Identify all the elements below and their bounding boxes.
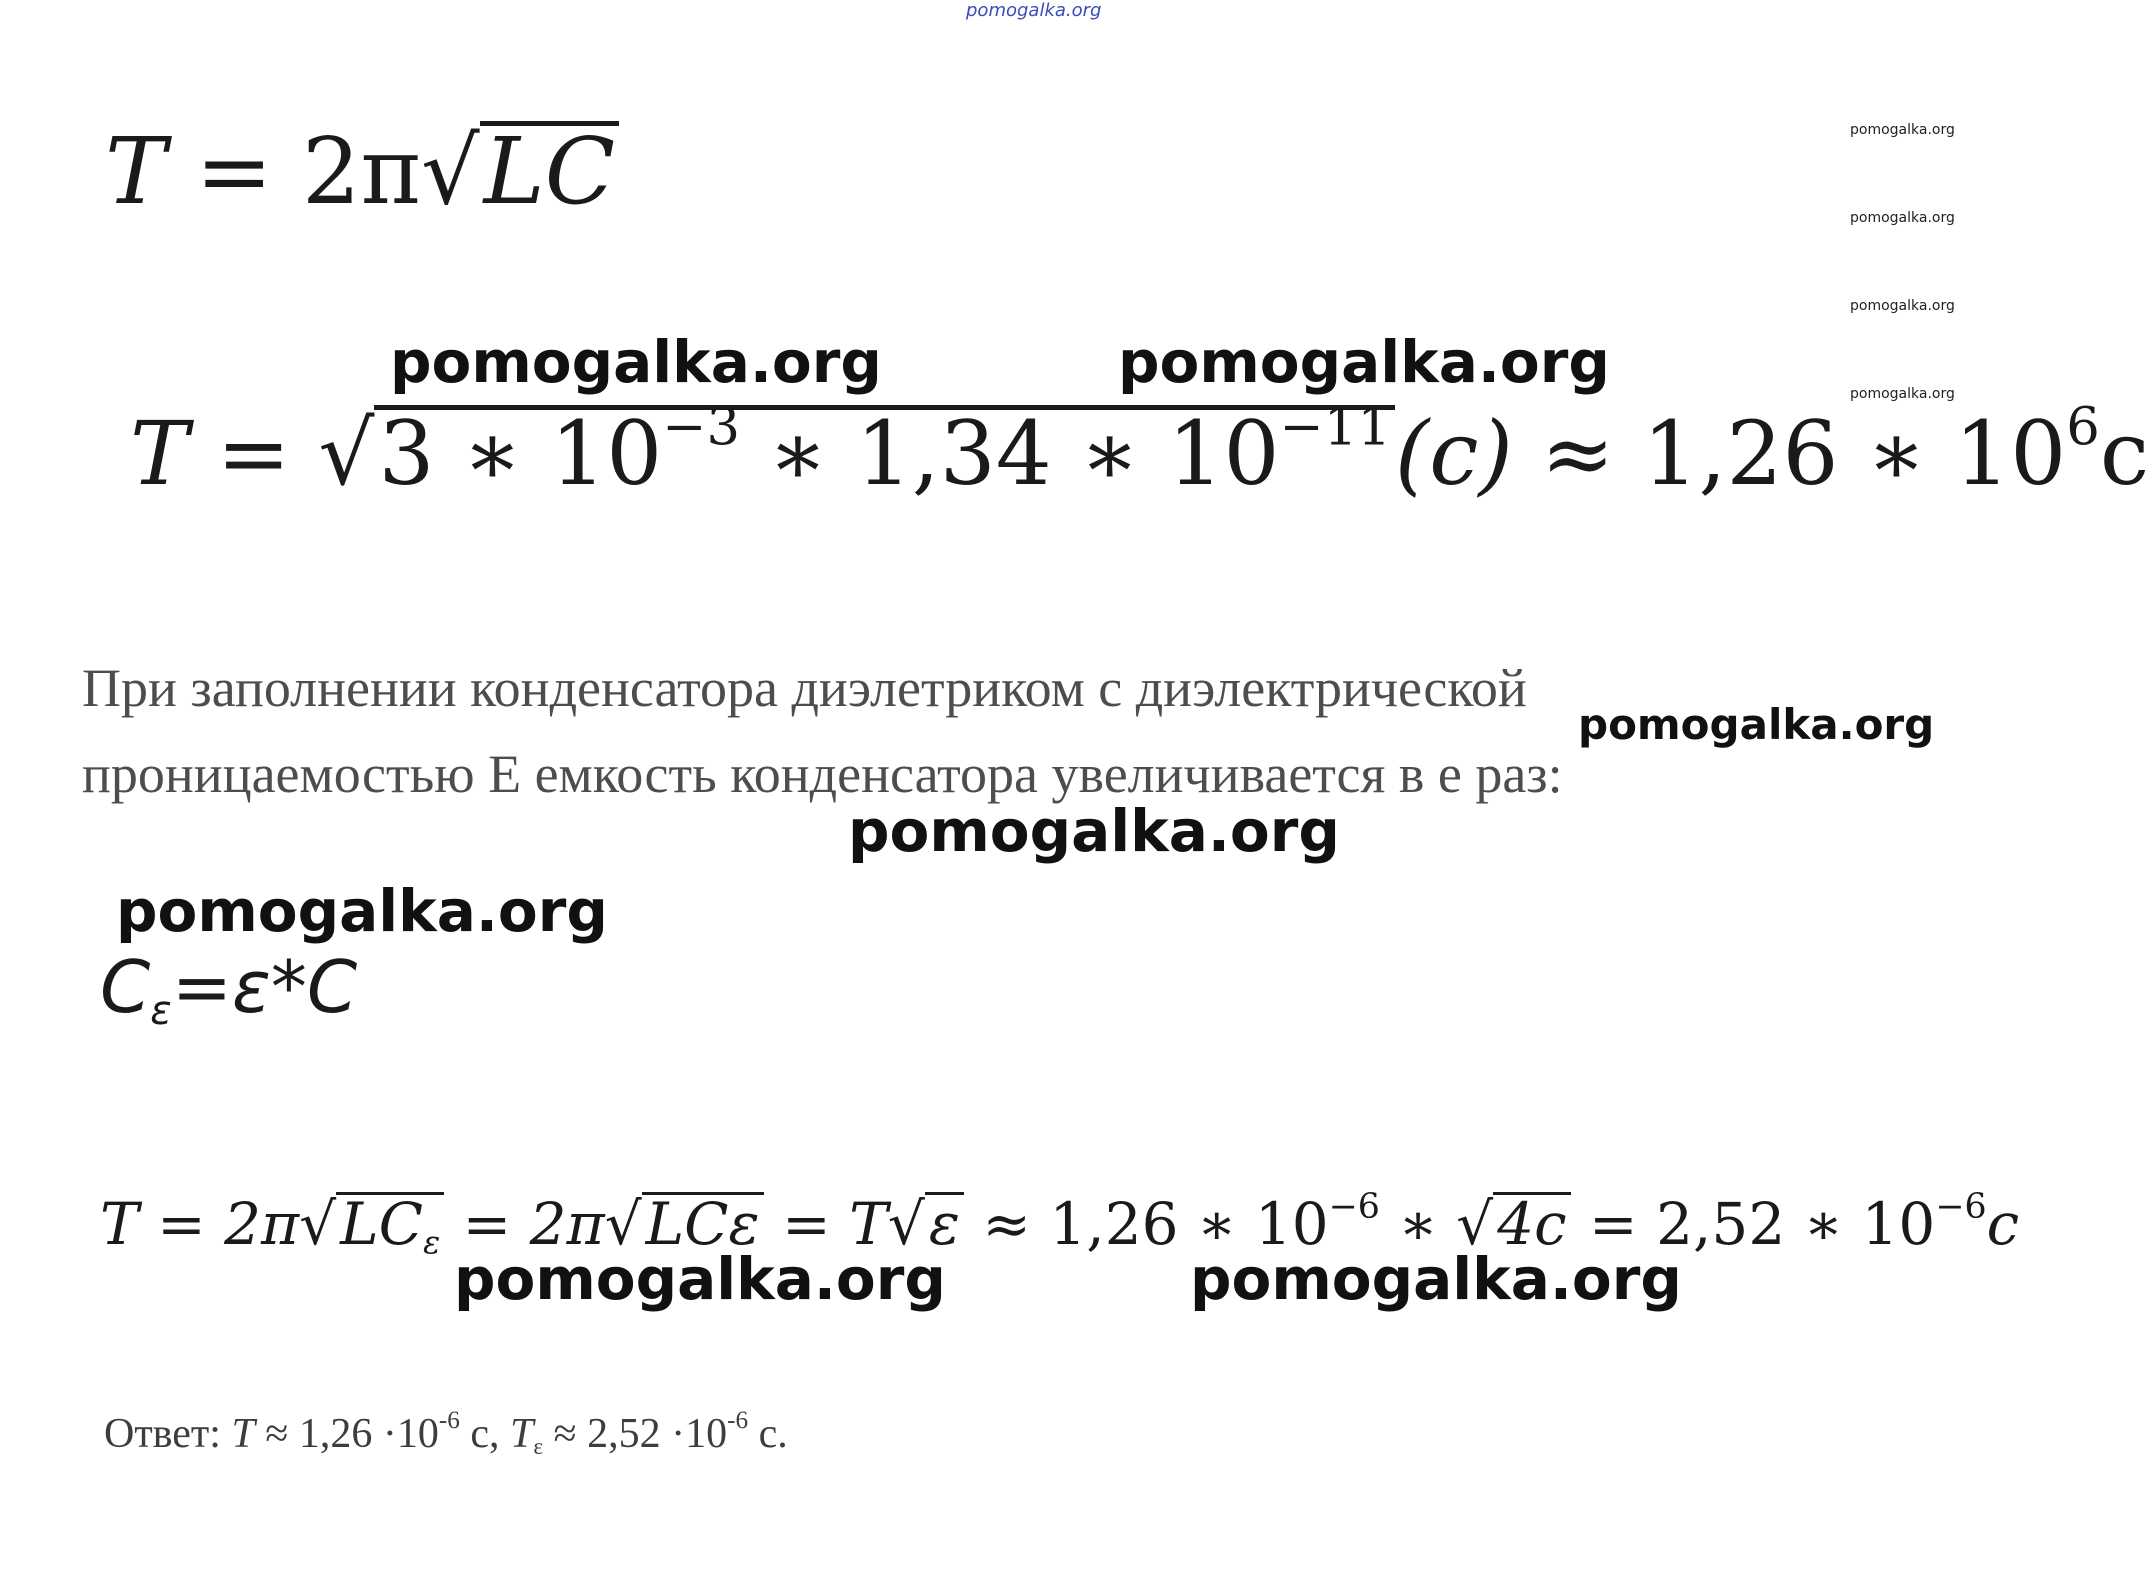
answer-t: T [231, 1411, 255, 1457]
formula-numeric-radicand [374, 396, 1394, 505]
formula-numeric-lhs: T [130, 402, 189, 505]
explanation-line-2: проницаемостью Е емкость конденсатора увеличивается в е раз: [82, 744, 1563, 804]
answer-label: Ответ: [104, 1411, 232, 1457]
radicand-1-sub: ε [423, 1223, 441, 1262]
watermark-right-1: pomogalka.org [1850, 122, 1955, 138]
formula-new-period [100, 1186, 2020, 1262]
new-period-part-d: ≈ 1,26 ∗ 10 [963, 1190, 1329, 1258]
new-period-unit: c [1986, 1190, 2020, 1258]
answer-t-unit: с, [459, 1411, 510, 1457]
watermark-right-2: pomogalka.org [1850, 210, 1955, 226]
formula-numeric-eq: = [216, 402, 291, 505]
radical-sign: √ [299, 1190, 337, 1258]
new-period-exp-1: −6 [1328, 1186, 1380, 1227]
capacitance-subscript: ε [150, 987, 172, 1034]
answer-te-exp: -6 [727, 1407, 749, 1435]
radical-sign: √ [420, 118, 480, 225]
radical-sign: √ [887, 1190, 925, 1258]
new-period-radicand-3: ε [925, 1192, 964, 1253]
watermark-bottom-left: pomogalka.org [454, 1245, 946, 1313]
formula-period [105, 118, 619, 225]
watermark-top: pomogalka.org [966, 0, 1102, 21]
answer-te: T [509, 1411, 534, 1457]
answer-te-unit: с. [748, 1411, 788, 1457]
radical-sign: √ [604, 1190, 642, 1258]
answer-te-value: ≈ 2,52 ·10 [543, 1411, 728, 1457]
watermark-left: pomogalka.org [116, 877, 608, 945]
formula-period-numeric [130, 396, 2149, 505]
new-period-part-e: ∗ [1379, 1190, 1457, 1258]
watermark-mid-right: pomogalka.org [1118, 328, 1610, 396]
watermark-mid-left: pomogalka.org [390, 328, 882, 396]
formula-numeric-unit: c [2099, 402, 2149, 505]
new-period-part-f: = 2,52 ∗ 10 [1570, 1190, 1936, 1258]
radical-sign: √ [1456, 1190, 1494, 1258]
answer-t-value: ≈ 1,26 ·10 [254, 1411, 439, 1457]
formula-numeric-approx: ≈ 1,26 ∗ 10 [1512, 402, 2067, 505]
new-period-radicand-1 [336, 1190, 444, 1262]
radicand-term-1: 3 ∗ 10 [378, 402, 663, 505]
watermark-bottom-right: pomogalka.org [1190, 1245, 1682, 1313]
radical-sign: √ [318, 402, 375, 505]
new-period-radicand-2: LCε [642, 1192, 764, 1253]
radicand-1-main: LC [340, 1190, 424, 1258]
exponent-3: 6 [2066, 396, 2100, 458]
exponent-2: −11 [1279, 396, 1391, 458]
new-period-part-c: = T [763, 1190, 888, 1258]
answer-line [104, 1407, 788, 1459]
formula-capacitance [100, 945, 358, 1034]
capacitance-rhs: =ε*C [171, 945, 358, 1029]
watermark-right-4: pomogalka.org [1850, 386, 1955, 402]
exponent-1: −3 [662, 396, 741, 458]
formula-numeric-unit-paren: (c) [1394, 402, 1513, 505]
new-period-lhs: T = 2π [100, 1190, 300, 1258]
watermark-para-right: pomogalka.org [1578, 700, 1935, 749]
formula-period-coef: 2π [301, 118, 421, 225]
new-period-radicand-4: 4c [1493, 1192, 1570, 1253]
explanation-paragraph [82, 645, 1563, 817]
watermark-right-3: pomogalka.org [1850, 298, 1955, 314]
formula-period-lhs: T [105, 118, 167, 225]
explanation-line-1: При заполнении конденсатора диэлетриком с диэлектрической [82, 658, 1527, 718]
new-period-exp-2: −6 [1935, 1186, 1987, 1227]
formula-period-eq: = [195, 118, 273, 225]
answer-te-sub: ε [533, 1432, 544, 1459]
capacitance-symbol: C [100, 945, 151, 1029]
formula-period-radicand: LC [480, 121, 620, 218]
answer-t-exp: -6 [438, 1407, 460, 1435]
new-period-part-b: = 2π [444, 1190, 605, 1258]
radicand-term-2: ∗ 1,34 ∗ 10 [740, 402, 1280, 505]
watermark-para-center: pomogalka.org [848, 797, 1340, 865]
